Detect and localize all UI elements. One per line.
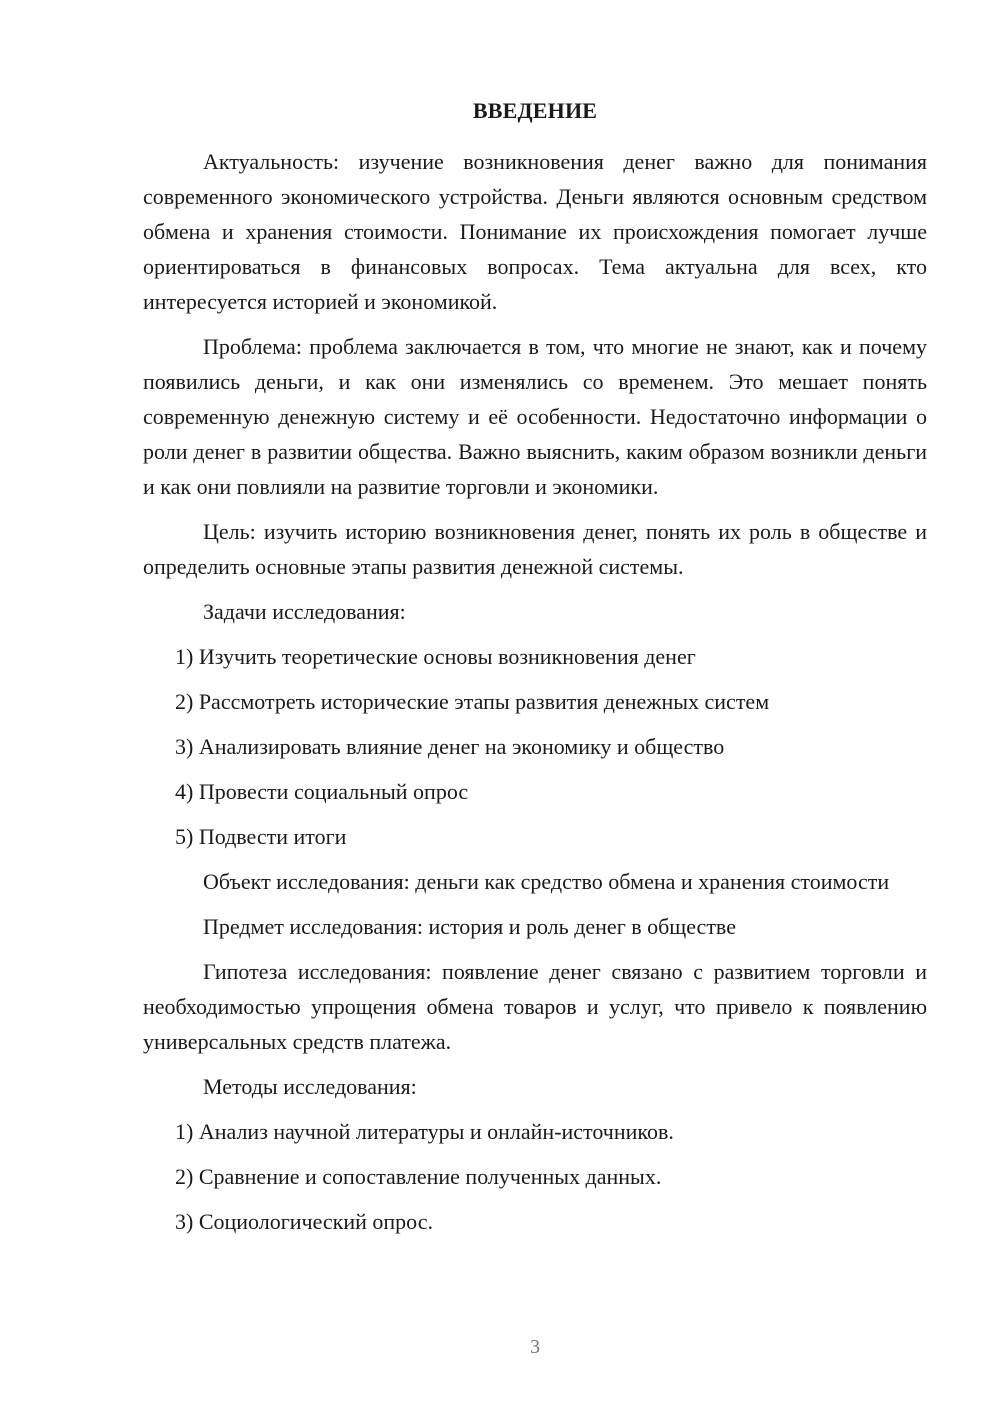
problem-paragraph: Проблема: проблема заключается в том, что многие не знают, как и почему появились деньги, и как они изменялись со временем. Это мешает понять современную денежную систему и её особенности. Недостаточно информации о роли денег в развитии общества. Важно выяснить, каким образом возникли деньги и как они повлияли на развитие торговли и экономики.	[143, 334, 927, 499]
task-item: 4) Провести социальный опрос	[175, 779, 469, 804]
goal-paragraph: Цель: изучить историю возникновения денег, понять их роль в обществе и определить основные этапы развития денежной системы.	[143, 519, 927, 579]
task-item: 2) Рассмотреть исторические этапы развития денежных систем	[175, 689, 770, 714]
subject-paragraph: Предмет исследования: история и роль денег в обществе	[203, 914, 736, 939]
method-item: 1) Анализ научной литературы и онлайн-источников.	[175, 1119, 674, 1144]
section-heading: ВВЕДЕНИЕ	[472, 98, 598, 123]
task-item: 5) Подвести итоги	[175, 824, 347, 849]
document-page	[143, 0, 927, 1414]
hypothesis-paragraph: Гипотеза исследования: появление денег связано с развитием торговли и необходимостью упрощения обмена товаров и услуг, что привело к появлению универсальных средств платежа.	[143, 959, 927, 1054]
page-number: 3	[530, 1336, 540, 1358]
document-body	[143, 144, 927, 1249]
relevance-paragraph: Актуальность: изучение возникновения денег важно для понимания современного экономического устройства. Деньги являются основным средством обмена и хранения стоимости. Понимание их происхождения помогает лучше ориентироваться в финансовых вопросах. Тема актуальна для всех, кто интересуется историей и экономикой.	[143, 149, 927, 314]
task-item: 1) Изучить теоретические основы возникновения денег	[175, 644, 696, 669]
method-item: 2) Сравнение и сопоставление полученных данных.	[175, 1164, 662, 1189]
methods-heading: Методы исследования:	[203, 1074, 417, 1099]
tasks-heading: Задачи исследования:	[203, 599, 406, 624]
method-item: 3) Социологический опрос.	[175, 1209, 433, 1234]
object-paragraph: Объект исследования: деньги как средство обмена и хранения стоимости	[203, 869, 890, 894]
task-item: 3) Анализировать влияние денег на экономику и общество	[175, 734, 725, 759]
